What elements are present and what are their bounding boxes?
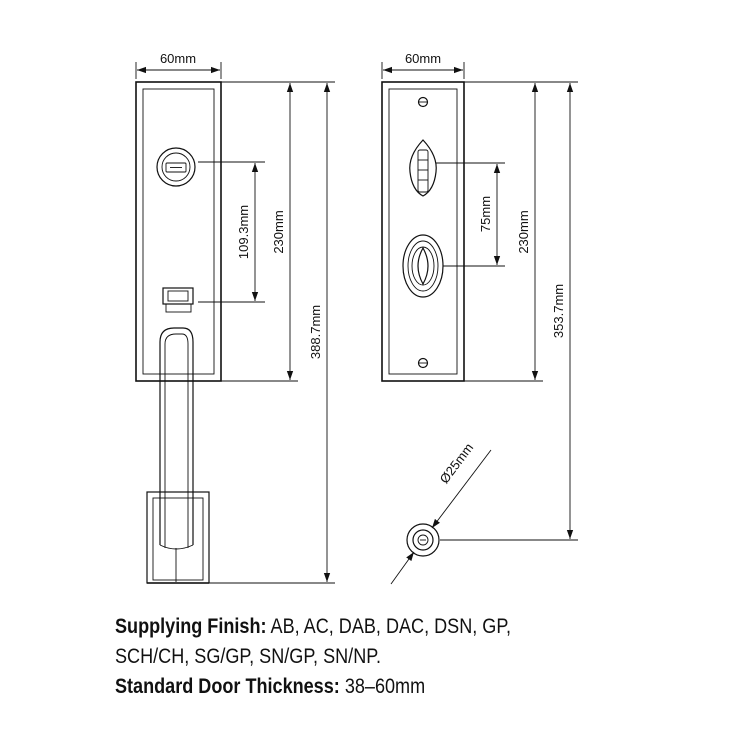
front-total-height-label: 388.7mm <box>308 304 323 360</box>
thumb-turn-icon <box>410 140 436 196</box>
back-total-height-label: 353.7mm <box>551 283 566 339</box>
back-plate-height-dimension <box>464 82 543 381</box>
cylinder-icon <box>157 148 195 186</box>
front-spacing-label: 109.3mm <box>236 204 251 260</box>
back-width-dimension <box>382 51 464 79</box>
back-plate-height-label: 230mm <box>516 210 531 254</box>
finish-value-continued: SCH/CH, SG/GP, SN/GP, SN/NP. <box>115 645 381 668</box>
rosette-icon <box>407 524 439 556</box>
screw-icon <box>419 98 428 107</box>
grip-handle <box>160 328 193 582</box>
screw-icon <box>419 359 428 368</box>
front-width-label: 60mm <box>159 51 197 66</box>
front-plate-inner <box>143 89 214 374</box>
front-plate-height-label: 230mm <box>271 210 286 254</box>
decorative-oval-icon <box>403 235 443 297</box>
finish-line-2 <box>115 642 648 672</box>
back-view <box>382 51 578 584</box>
thickness-label: Standard Door Thickness: <box>115 675 340 698</box>
front-plate-height-dimension <box>221 82 298 381</box>
rosette-diameter-label: Ø25mm <box>436 440 477 487</box>
finish-label: Supplying Finish: <box>115 615 267 638</box>
thumb-latch-icon <box>163 288 193 312</box>
back-total-height-dimension <box>440 82 578 540</box>
back-spacing-label: 75mm <box>478 195 493 233</box>
thickness-value: 38–60mm <box>344 675 426 698</box>
back-width-label: 60mm <box>404 51 442 66</box>
bottom-escutcheon <box>147 492 209 583</box>
finish-value: AB, AC, DAB, DAC, DSN, GP, <box>270 615 512 638</box>
front-spacing-dimension <box>198 162 265 302</box>
back-plate <box>382 82 464 381</box>
rosette-diameter-dimension <box>391 440 491 584</box>
back-spacing-dimension <box>436 163 505 266</box>
specifications <box>115 612 648 702</box>
front-plate <box>136 82 221 381</box>
front-view <box>136 51 335 583</box>
finish-line <box>115 612 648 642</box>
thickness-line <box>115 672 648 702</box>
front-width-dimension <box>136 51 221 79</box>
front-total-height-dimension <box>209 82 335 583</box>
back-plate-inner <box>389 89 457 374</box>
